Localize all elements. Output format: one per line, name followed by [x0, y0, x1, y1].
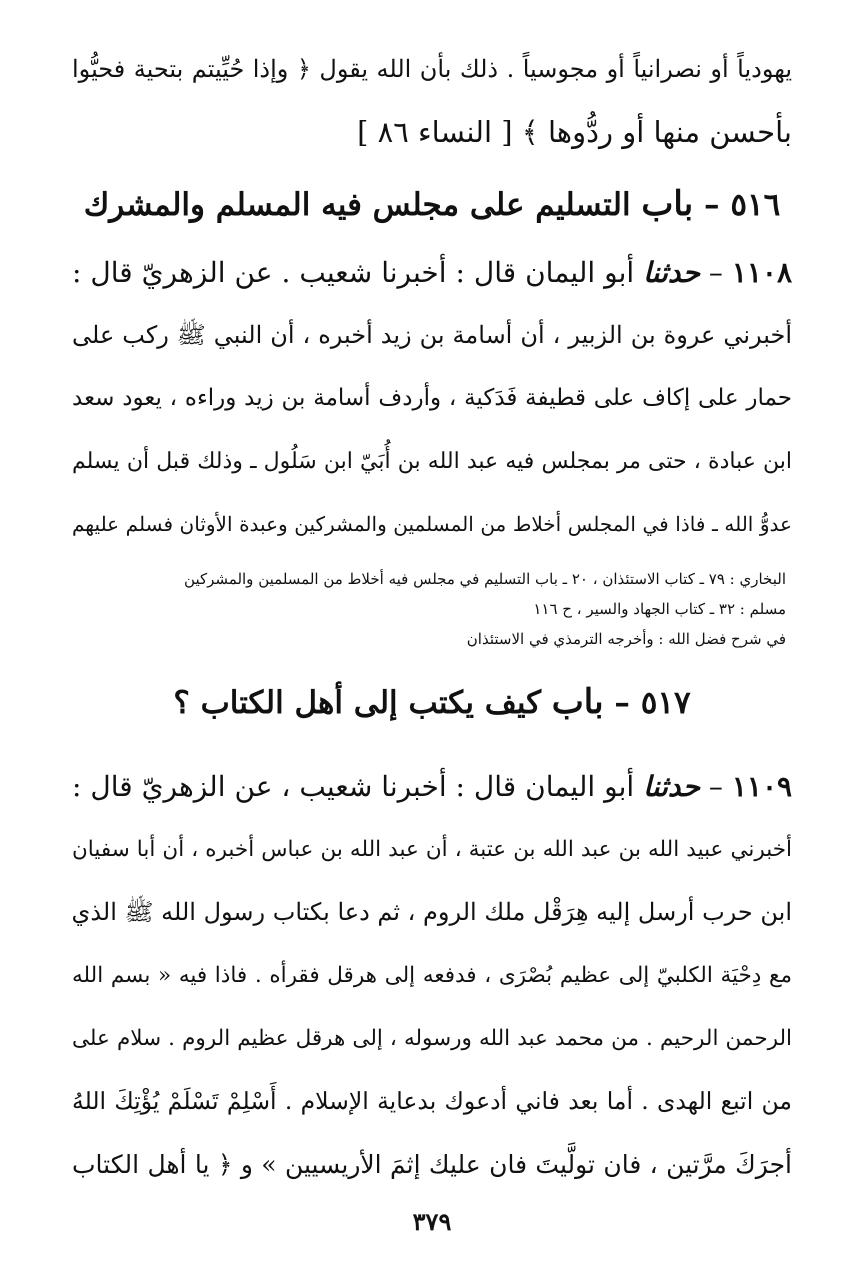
- haddathana-word: حدثنا: [643, 256, 700, 289]
- chapter-heading-517: [72, 672, 792, 733]
- chapter-heading-516: [72, 174, 792, 235]
- text-line: عدوُّ الله ـ فاذا في المجلس أخلاط من المسلمين والمشركين وعبدة الأوثان فسلم عليهم: [72, 512, 792, 536]
- hadith-1108: [72, 241, 792, 556]
- text-line: بأحسن منها أو ردُّوها ﴾ [ النساء ٨٦ ]: [357, 115, 792, 149]
- text-line: حمار على إكاف على قطيفة فَدَكية ، وأردف أسامة بن زيد وراءه ، يعود سعد: [72, 385, 792, 411]
- bab-word: باب: [551, 682, 604, 722]
- chapter-number: ٥١٧: [640, 685, 691, 721]
- hadith-first-line: [72, 755, 792, 818]
- reference-line: مسلم : ٣٢ ـ كتاب الجهاد والسير ، ح ١١٦: [533, 600, 786, 618]
- text-line: ابن حرب أرسل إليه هِرَقْل ملك الروم ، ثم دعا بكتاب رسول الله ﷺ الذي: [71, 898, 792, 926]
- hadith-dash: –: [708, 770, 723, 803]
- chapter-number: ٥١٦: [730, 187, 781, 223]
- hadith-first-line: [72, 241, 792, 304]
- reference-line: البخاري : ٧٩ ـ كتاب الاستئذان ، ٢٠ ـ باب التسليم في مجلس فيه أخلاط من المسلمين والمشركين: [184, 570, 786, 588]
- text-line: أجرَكَ مرَّتين ، فان تولَّيتَ فان عليك إثمَ الأريسيين » و ﴿ يا أهل الكتاب: [72, 1150, 792, 1179]
- isnad-text: أبو اليمان قال : أخبرنا شعيب ، عن الزهريّ قال :: [72, 770, 635, 803]
- hadith-1108-references: [72, 564, 792, 654]
- text-line: من اتبع الهدى . أما بعد فاني أدعوك بدعاية الإسلام . أَسْلِمْ تَسْلَمْ يُؤْتِكَ اللهُ: [72, 1087, 792, 1115]
- text-line: أخبرني عروة بن الزبير ، أن أسامة بن زيد أخبره ، أن النبي ﷺ ركب على: [72, 321, 792, 349]
- chapter-title: التسليم على مجلس فيه المسلم والمشرك: [83, 187, 631, 223]
- chapter-dash: –: [614, 685, 630, 721]
- haddathana-word: حدثنا: [643, 770, 700, 803]
- isnad-text: أبو اليمان قال : أخبرنا شعيب . عن الزهريّ قال :: [72, 256, 635, 289]
- hadith-number: ١١٠٩: [731, 770, 793, 803]
- chapter-title: كيف يكتب إلى أهل الكتاب ؟: [173, 685, 541, 721]
- hadith-number: ١١٠٨: [731, 256, 792, 289]
- intro-paragraph: [72, 0, 792, 164]
- text-line: الرحمن الرحيم . من محمد عبد الله ورسوله ، إلى هرقل عظيم الروم . سلام على: [72, 1026, 792, 1051]
- text-line: مع دِحْيَة الكلبيّ إلى عظيم بُصْرَى ، فدفعه إلى هرقل فقرأه . فاذا فيه « بسم الله: [72, 963, 792, 988]
- reference-line: في شرح فضل الله : وأخرجه الترمذي في الاستئذان: [466, 630, 786, 648]
- text-line: ابن عبادة ، حتى مر بمجلس فيه عبد الله بن أُبَيّ ابن سَلُول ـ وذلك قبل أن يسلم: [72, 449, 792, 474]
- hadith-dash: –: [708, 256, 723, 289]
- text-line: أخبرني عبيد الله بن عبد الله بن عتبة ، أن عبد الله بن عباس أخبره ، أن أبا سفيان: [72, 837, 792, 862]
- chapter-dash: –: [704, 187, 720, 223]
- hadith-1109: [72, 755, 792, 1196]
- bab-word: باب: [641, 184, 694, 224]
- text-line: يهودياً أو نصرانياً أو مجوسياً . ذلك بأن الله يقول ﴿ وإذا حُيِّيتم بتحية فحيُّوا: [72, 55, 792, 83]
- page-number: ٣٧٩: [412, 1207, 452, 1236]
